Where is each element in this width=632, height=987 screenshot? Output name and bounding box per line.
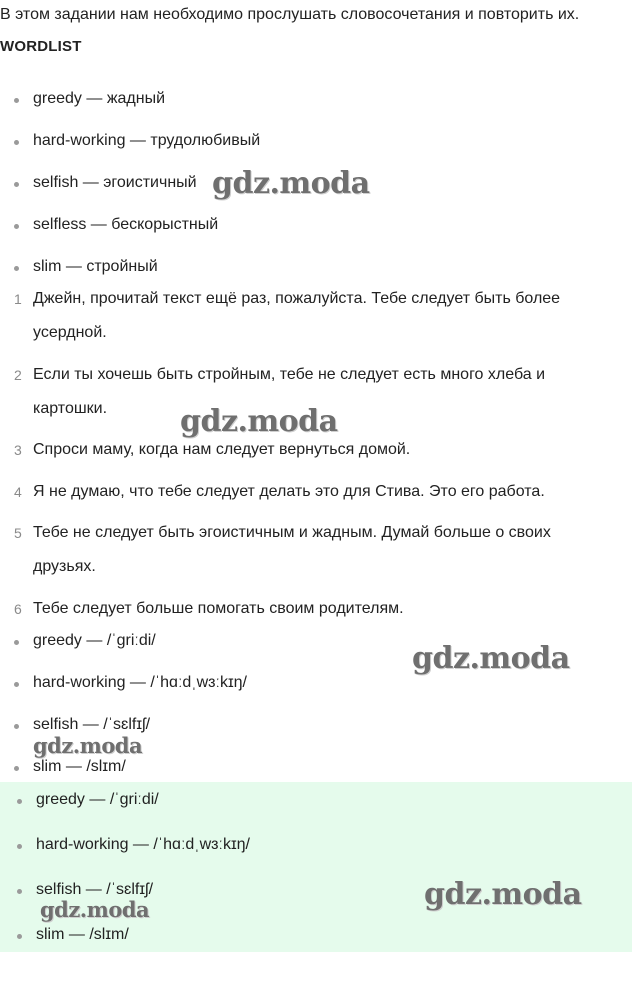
- intro-text: В этом задании нам необходимо прослушать словосочетания и повторить их.: [0, 6, 580, 23]
- sentence-item: 1 Джейн, прочитай текст ещё раз, пожалуйста. Тебе следует быть более усердной.: [14, 290, 561, 341]
- bullet-icon: [17, 844, 22, 849]
- watermark-logo: gdz.moda: [412, 641, 570, 676]
- bullet-icon: [14, 640, 19, 645]
- watermark-logo: gdz.moda: [40, 897, 150, 922]
- watermark-logo: gdz.moda: [180, 404, 338, 439]
- sentence-item: 6 Тебе следует больше помогать своим родителям.: [14, 600, 404, 617]
- bullet-icon: [17, 889, 22, 894]
- bullet-icon: [17, 934, 22, 939]
- sentence-item: 5 Тебе не следует быть эгоистичным и жадным. Думай больше о своих друзьях.: [14, 524, 551, 575]
- bullet-icon: [14, 724, 19, 729]
- sentence-item: 3 Спроси маму, когда нам следует вернуться домой.: [14, 441, 411, 458]
- bullet-icon: [14, 98, 19, 103]
- sentence-item: 2 Если ты хочешь быть стройным, тебе не следует есть много хлеба и картошки.: [14, 366, 546, 417]
- bullet-icon: [17, 799, 22, 804]
- bullet-icon: [14, 224, 19, 229]
- watermark-logo: gdz.moda: [424, 877, 582, 912]
- wordlist-heading: WORDLIST: [0, 38, 82, 55]
- watermark-logo: gdz.moda: [33, 733, 143, 758]
- bullet-icon: [14, 766, 19, 771]
- bullet-icon: [14, 182, 19, 187]
- sentence-item: 4 Я не думаю, что тебе следует делать это для Стива. Это его работа.: [14, 483, 545, 500]
- bullet-icon: [14, 266, 19, 271]
- bullet-icon: [14, 682, 19, 687]
- highlight-box: greedy — /ˈɡriːdi/ hard-working — /ˈhɑːdˌwɜːkɪŋ/ selfish — /ˈsɛlfɪʃ/ slim — /slɪm/: [0, 782, 632, 952]
- watermark-logo: gdz.moda: [212, 166, 370, 201]
- bullet-icon: [14, 140, 19, 145]
